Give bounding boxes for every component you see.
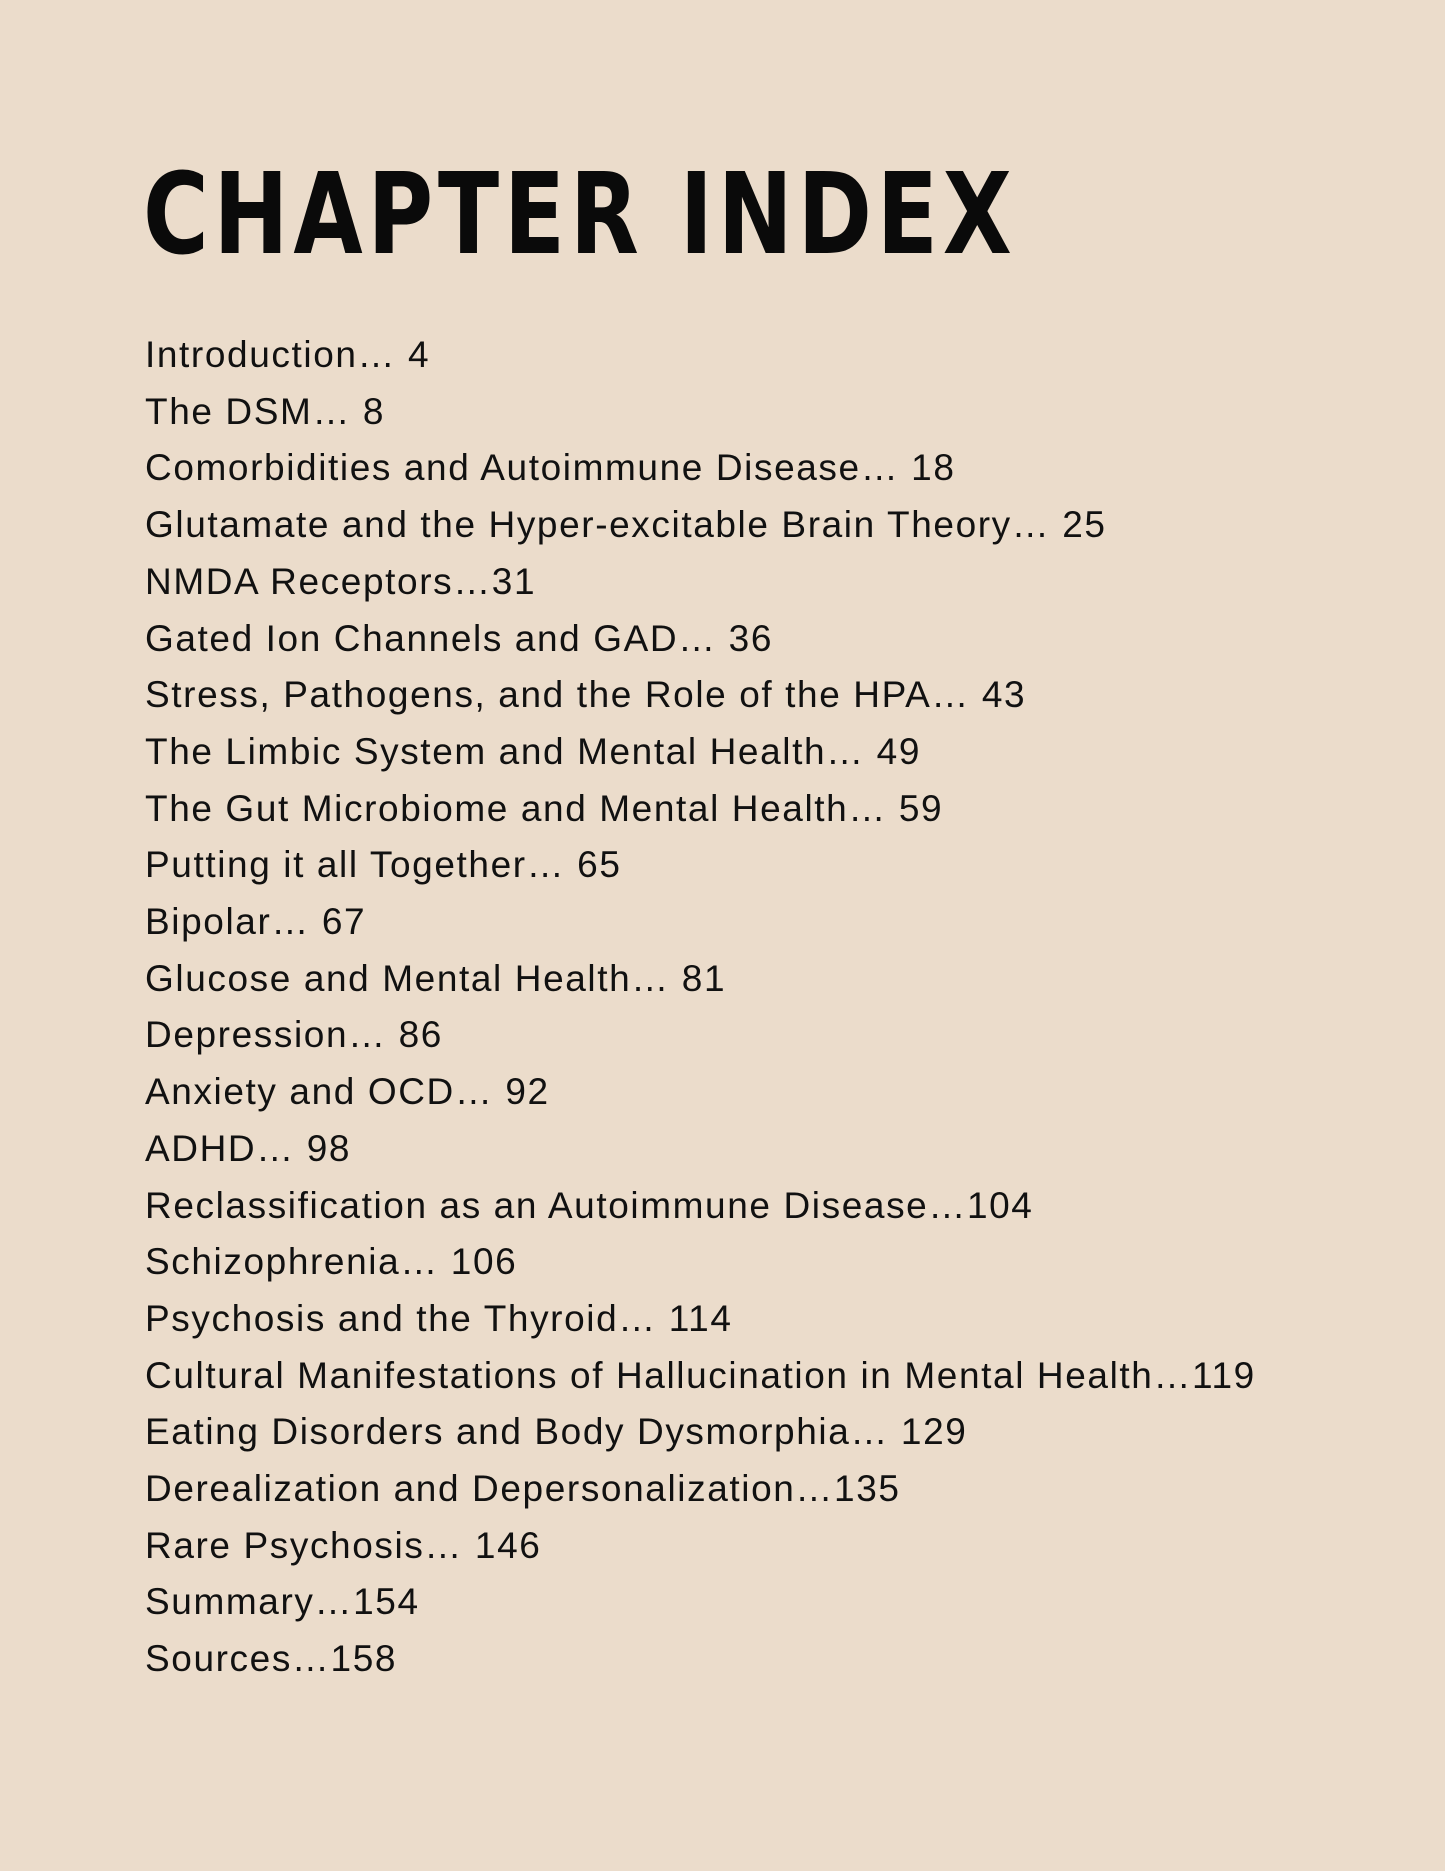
chapter-index-list [145,327,1256,1688]
toc-entry: The Gut Microbiome and Mental Health… 59 [145,787,944,829]
toc-entry: Schizophrenia… 106 [145,1241,518,1283]
page-title: CHAPTER INDEX [143,150,1017,280]
toc-entry: Summary…154 [145,1581,420,1623]
toc-entry: Bipolar… 67 [145,901,367,943]
toc-entry: Eating Disorders and Body Dysmorphia… 129 [145,1411,968,1453]
toc-entry: Glucose and Mental Health… 81 [145,957,727,999]
toc-entry: Gated Ion Channels and GAD… 36 [145,617,774,659]
toc-entry: Putting it all Together… 65 [145,844,622,886]
toc-entry: Psychosis and the Thyroid… 114 [145,1297,733,1339]
toc-entry: The Limbic System and Mental Health… 49 [145,730,922,772]
toc-entry: Cultural Manifestations of Hallucination in Mental Health…119 [145,1354,1256,1396]
toc-entry: Glutamate and the Hyper-excitable Brain Theory… 25 [145,504,1107,546]
toc-entry: The DSM… 8 [145,390,386,432]
toc-entry: Stress, Pathogens, and the Role of the HPA… 43 [145,674,1027,716]
toc-entry: Rare Psychosis… 146 [145,1524,542,1566]
toc-entry: NMDA Receptors…31 [145,560,537,602]
toc-entry: Depression… 86 [145,1014,443,1056]
toc-entry: Anxiety and OCD… 92 [145,1071,550,1113]
toc-entry: Introduction… 4 [145,334,431,375]
toc-entry: ADHD… 98 [145,1127,352,1169]
toc-entry: Sources…158 [145,1638,398,1680]
toc-entry: Reclassification as an Autoimmune Disease…104 [145,1184,1034,1226]
toc-entry: Derealization and Depersonalization…135 [145,1468,901,1510]
toc-entry: Comorbidities and Autoimmune Disease… 18 [145,447,956,489]
